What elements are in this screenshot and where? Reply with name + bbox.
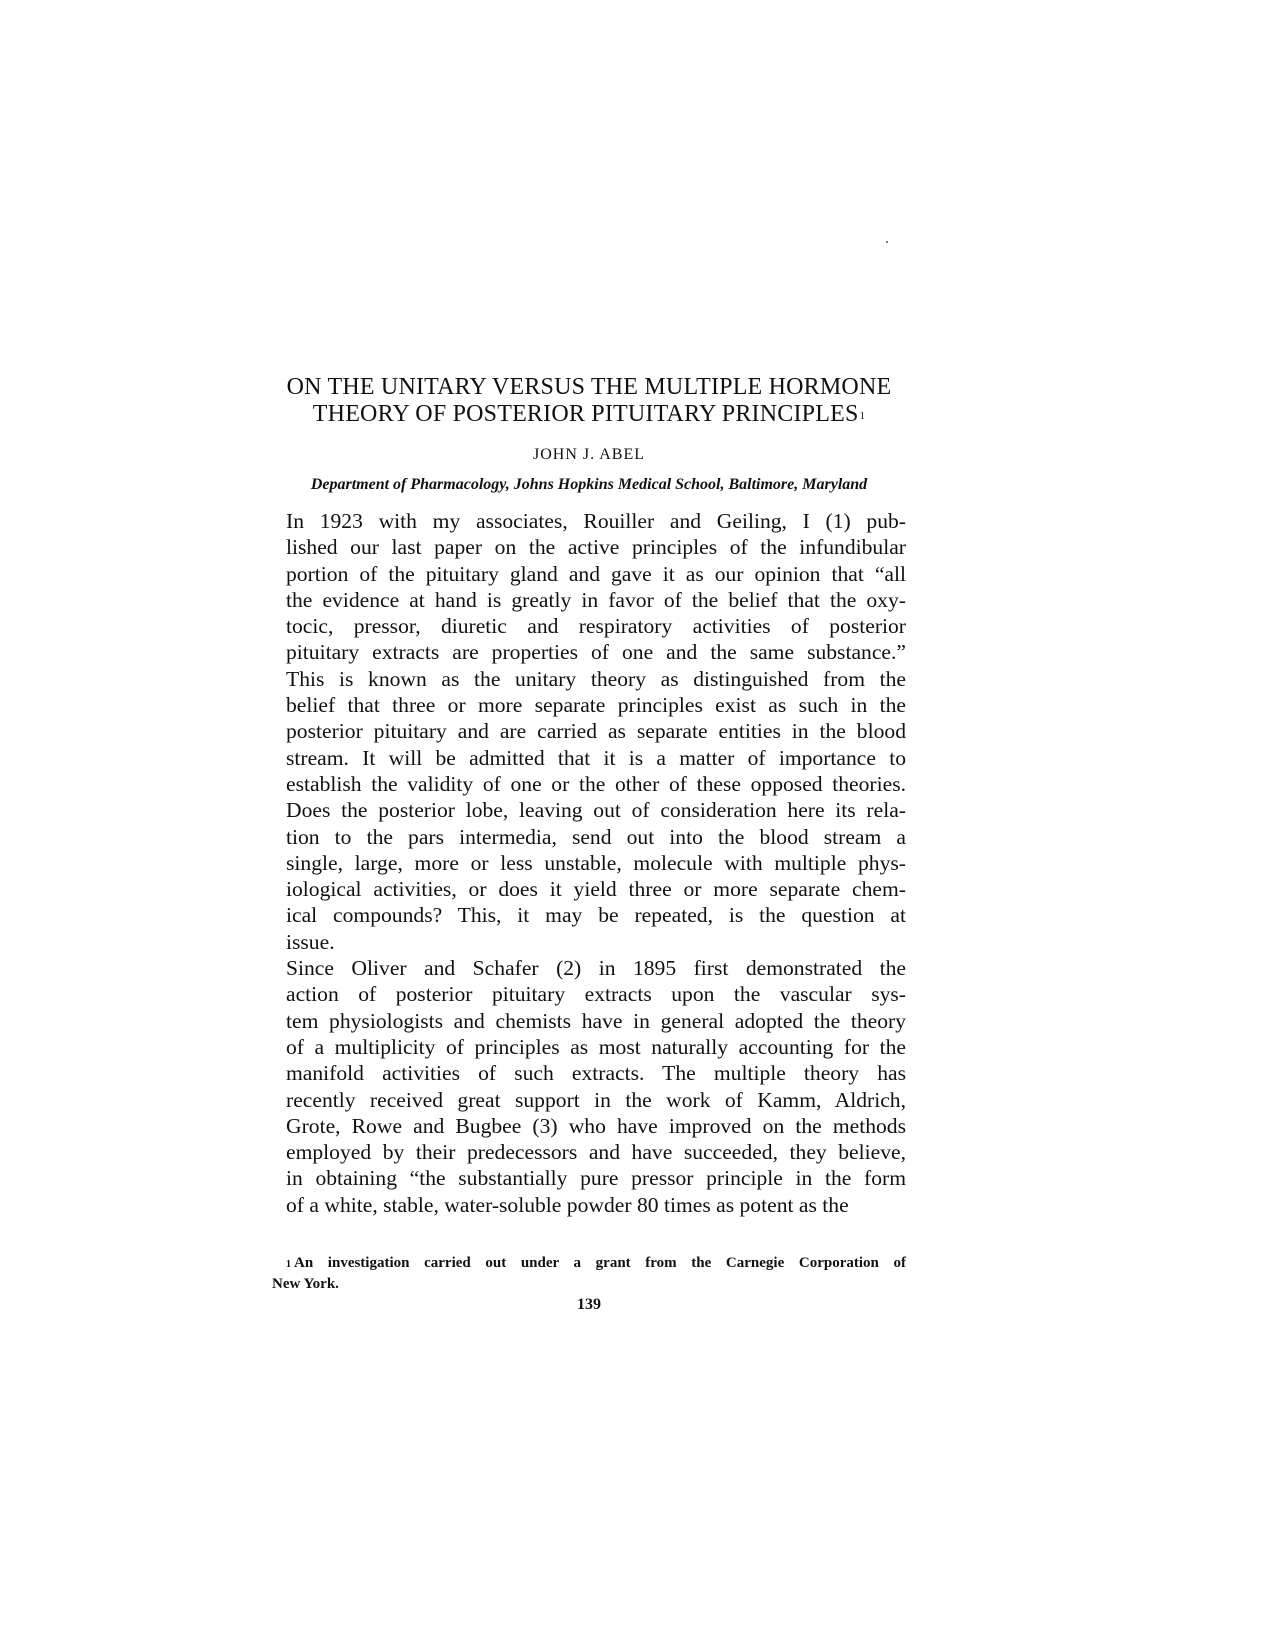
paragraph-1-line-9: posterior pituitary and are carried as separate entities in the blood [286,719,906,744]
paragraph-1-line-17: issue. [286,929,335,954]
paragraph-1-line-15: iological activities, or does it yield three or more separate chem- [286,877,906,902]
paper-title [272,374,906,428]
paragraph-1-line-7: This is known as the unitary theory as distinguished from the [286,666,906,691]
footnote-line-1-text: An investigation carried out under a grant from the Carnegie Corporation of [294,1255,906,1271]
paragraph-1-line-13: tion to the pars intermedia, send out into the blood stream a [286,824,906,849]
paragraph-1-line-8: belief that three or more separate principles exist as such in the [286,693,906,718]
paragraph-2-line-7: Grote, Rowe and Bugbee (3) who have improved on the methods [286,1113,906,1138]
paragraph-2-line-9: in obtaining “the substantially pure pressor principle in the form [286,1166,906,1191]
footnote-marker: 1 [286,1259,291,1270]
author-name: JOHN J. ABEL [532,446,645,463]
paragraph-1-line-14: single, large, more or less unstable, molecule with multiple phys- [286,850,906,875]
footnote-line-1 [272,1253,906,1274]
author-affiliation: Department of Pharmacology, Johns Hopkins Medical School, Baltimore, Maryland [310,476,868,493]
paragraph-2-line-1: Since Oliver and Schafer (2) in 1895 first demonstrated the [286,956,906,981]
body-text [272,508,906,1218]
title-line-2-text: THEORY OF POSTERIOR PITUITARY PRINCIPLES [312,401,859,427]
paragraph-1-line-10: stream. It will be admitted that it is a matter of importance to [286,745,906,770]
paragraph-1-line-12: Does the posterior lobe, leaving out of consideration here its rela- [286,798,906,823]
paragraph-2-line-3: tem physiologists and chemists have in general adopted the theory [286,1008,906,1033]
title-line-1: ON THE UNITARY VERSUS THE MULTIPLE HORMONE [286,374,892,400]
footnote [272,1253,906,1295]
paragraph-1-line-2: lished our last paper on the active principles of the infundibular [286,535,906,560]
page-number: 139 [577,1296,601,1313]
paragraph-1-line-11: establish the validity of one or the other of these opposed theories. [286,771,906,796]
paragraph-1 [272,508,906,955]
paragraph-2-line-8: employed by their predecessors and have succeeded, they believe, [286,1140,906,1165]
paragraph-2-line-6: recently received great support in the work of Kamm, Aldrich, [286,1087,906,1112]
paragraph-1-line-4: the evidence at hand is greatly in favor of the belief that the oxy- [286,587,906,612]
paragraph-2-line-2: action of posterior pituitary extracts upon the vascular sys- [286,982,906,1007]
paragraph-1-line-3: portion of the pituitary gland and gave it as our opinion that “all [286,561,906,586]
title-footnote-marker: 1 [859,410,866,422]
paragraph-2-line-5: manifold activities of such extracts. The multiple theory has [286,1061,906,1086]
paragraph-1-line-5: tocic, pressor, diuretic and respiratory activities of posterior [286,614,906,639]
paragraph-1-line-6: pituitary extracts are properties of one and the same substance.” [286,640,906,665]
paragraph-2 [272,955,906,1218]
scan-speck [886,241,888,243]
footnote-line-2: New York. [272,1276,339,1292]
paragraph-2-line-4: of a multiplicity of principles as most naturally accounting for the [286,1034,906,1059]
title-line-2 [272,401,906,428]
paragraph-1-line-16: ical compounds? This, it may be repeated, is the question at [286,903,906,928]
paragraph-2-line-10: of a white, stable, water-soluble powder 80 times as potent as the [286,1192,849,1217]
paragraph-1-line-1: In 1923 with my associates, Rouiller and Geiling, I (1) pub- [286,509,906,533]
